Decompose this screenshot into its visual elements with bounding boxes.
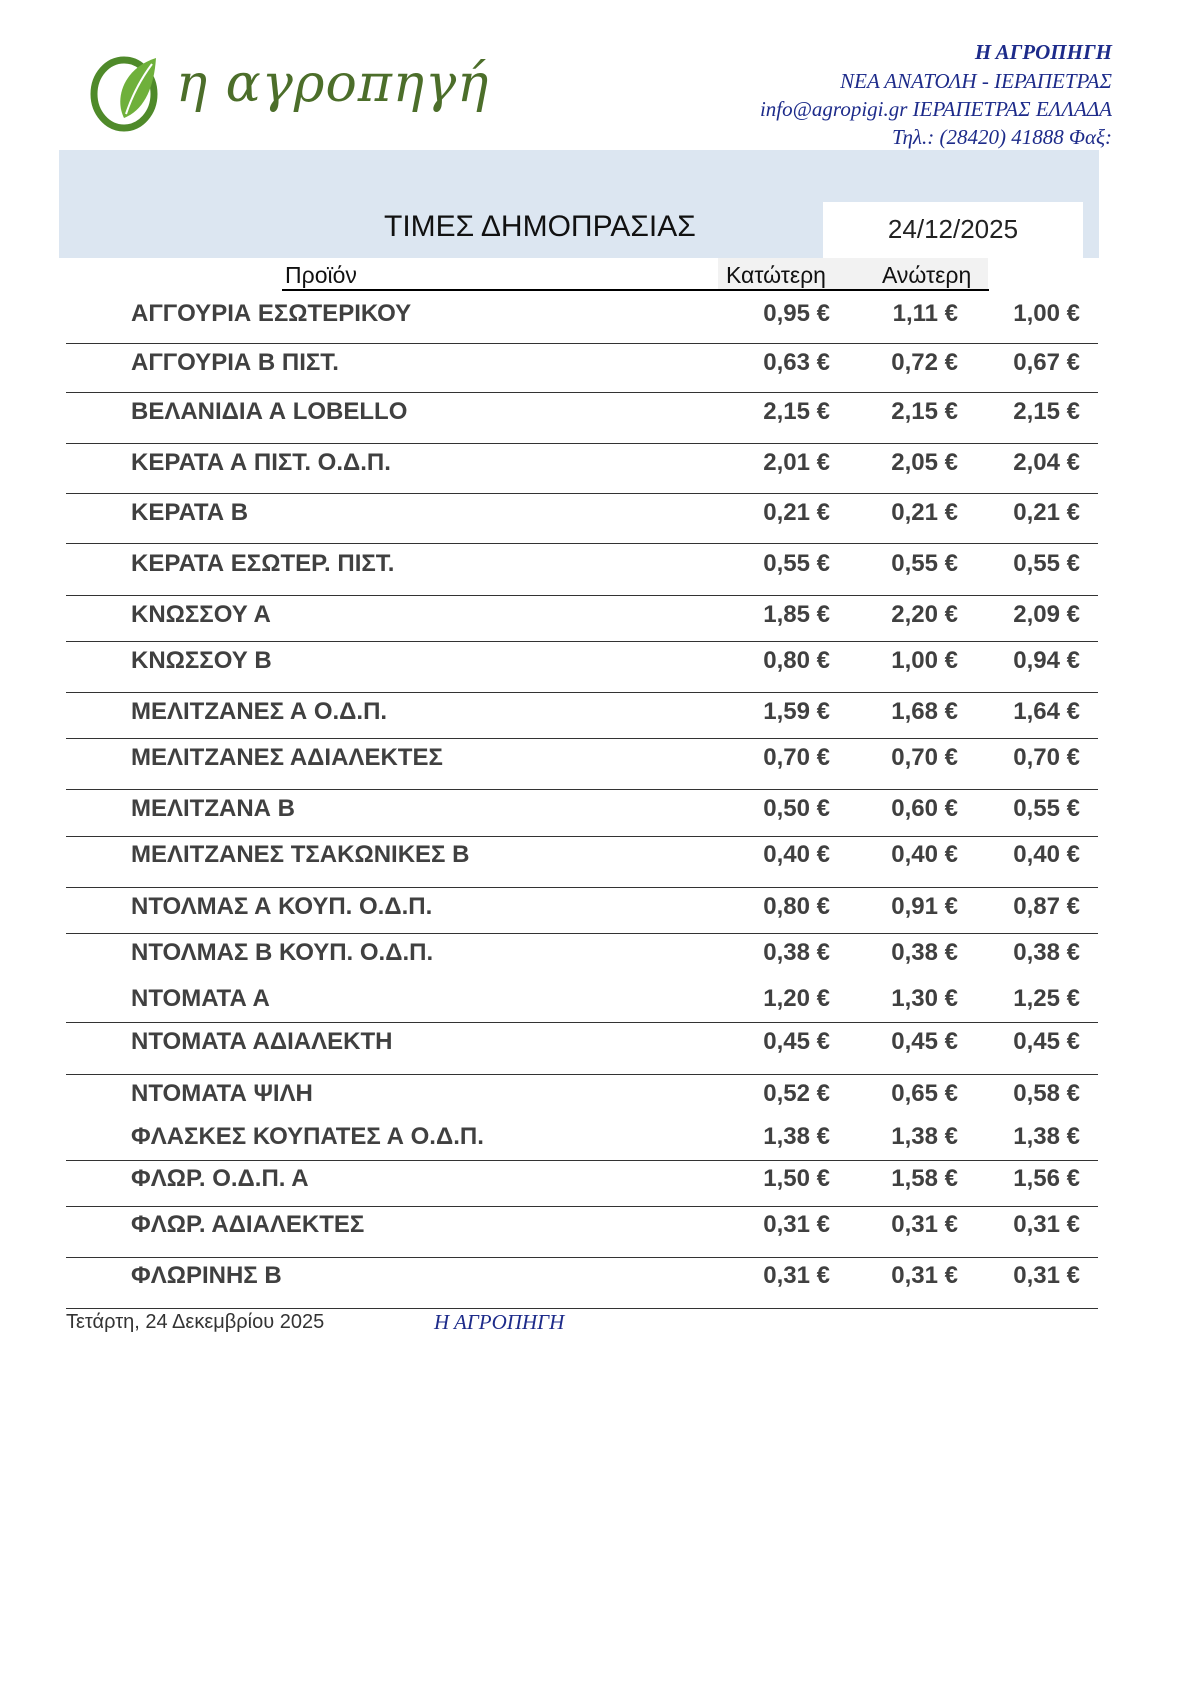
- product-name: ΚΕΡΑΤΑ Α ΠΙΣΤ. Ο.Δ.Π.: [131, 449, 391, 476]
- table-row: [0, 893, 1200, 927]
- price-high: 2,20 €: [891, 601, 958, 628]
- price-avg: 0,21 €: [1013, 499, 1080, 526]
- table-row: [0, 1028, 1200, 1062]
- row-separator: [66, 493, 1098, 494]
- price-high: 1,68 €: [891, 698, 958, 725]
- price-high: 1,00 €: [891, 647, 958, 674]
- product-name: ΚΝΩΣΣΟΥ Α: [131, 601, 271, 628]
- price-low: 0,63 €: [763, 349, 830, 376]
- row-separator: [66, 392, 1098, 393]
- product-name: ΝΤΟΜΑΤΑ ΨΙΛΗ: [131, 1080, 313, 1107]
- auction-date: 24/12/2025: [887, 214, 1019, 244]
- price-high: 2,15 €: [891, 398, 958, 425]
- price-avg: 2,09 €: [1013, 601, 1080, 628]
- header-product: Προϊόν: [285, 262, 357, 288]
- product-name: ΑΓΓΟΥΡΙΑ Β ΠΙΣΤ.: [131, 349, 339, 376]
- table-row: [0, 698, 1200, 732]
- price-high: 0,55 €: [891, 550, 958, 577]
- header-low: Κατώτερη: [726, 262, 826, 288]
- product-name: ΝΤΟΜΑΤΑ ΑΔΙΑΛΕΚΤΗ: [131, 1028, 393, 1055]
- product-name: ΝΤΟΛΜΑΣ Β ΚΟΥΠ. Ο.Δ.Π.: [131, 939, 434, 966]
- product-name: ΜΕΛΙΤΖΑΝΕΣ ΑΔΙΑΛΕΚΤΕΣ: [131, 744, 443, 771]
- price-low: 0,80 €: [763, 893, 830, 920]
- price-avg: 2,04 €: [1013, 449, 1080, 476]
- row-separator: [66, 443, 1098, 444]
- price-high: 0,91 €: [891, 893, 958, 920]
- price-high: 1,58 €: [891, 1165, 958, 1192]
- table-row: [0, 349, 1200, 383]
- price-avg: 0,94 €: [1013, 647, 1080, 674]
- row-separator: [66, 692, 1098, 693]
- row-separator: [66, 1074, 1098, 1075]
- price-low: 1,50 €: [763, 1165, 830, 1192]
- price-high: 0,31 €: [891, 1262, 958, 1289]
- price-avg: 0,55 €: [1013, 795, 1080, 822]
- price-low: 0,55 €: [763, 550, 830, 577]
- product-name: ΦΛΩΡΙΝΗΣ Β: [131, 1262, 282, 1289]
- price-high: 2,05 €: [891, 449, 958, 476]
- price-low: 0,95 €: [763, 300, 830, 327]
- price-low: 2,01 €: [763, 449, 830, 476]
- table-row: [0, 1262, 1200, 1296]
- price-low: 1,59 €: [763, 698, 830, 725]
- row-separator: [66, 738, 1098, 739]
- price-avg: 0,70 €: [1013, 744, 1080, 771]
- table-row: [0, 1165, 1200, 1199]
- row-separator: [66, 1308, 1098, 1309]
- price-high: 0,45 €: [891, 1028, 958, 1055]
- price-high: 0,38 €: [891, 939, 958, 966]
- price-high: 1,30 €: [891, 985, 958, 1012]
- logo-text: η αγροπηγή: [176, 54, 490, 114]
- company-email-line: info@agropigi.gr ΙΕΡΑΠΕΤΡΑΣ ΕΛΛΑΔΑ: [759, 97, 1112, 121]
- price-avg: 0,40 €: [1013, 841, 1080, 868]
- table-row: [0, 1080, 1200, 1114]
- row-separator: [66, 836, 1098, 837]
- product-name: ΚΝΩΣΣΟΥ Β: [131, 647, 272, 674]
- price-avg: 0,87 €: [1013, 893, 1080, 920]
- company-name: Η ΑΓΡΟΠΗΓΗ: [974, 40, 1112, 64]
- product-name: ΦΛΩΡ. ΑΔΙΑΛΕΚΤΕΣ: [131, 1211, 365, 1238]
- price-low: 0,38 €: [763, 939, 830, 966]
- price-high: 0,60 €: [891, 795, 958, 822]
- price-high: 0,70 €: [891, 744, 958, 771]
- price-avg: 0,31 €: [1013, 1211, 1080, 1238]
- price-low: 1,85 €: [763, 601, 830, 628]
- row-separator: [66, 595, 1098, 596]
- row-separator: [66, 641, 1098, 642]
- price-high: 1,11 €: [892, 300, 958, 327]
- price-avg: 1,00 €: [1013, 300, 1080, 327]
- price-avg: 0,55 €: [1013, 550, 1080, 577]
- product-name: ΜΕΛΙΤΖΑΝΑ Β: [131, 795, 295, 822]
- row-separator: [66, 1160, 1098, 1161]
- row-separator: [66, 343, 1098, 344]
- row-separator: [66, 789, 1098, 790]
- price-low: 0,80 €: [763, 647, 830, 674]
- table-row: [0, 939, 1200, 973]
- header-high: Ανώτερη: [882, 262, 972, 288]
- price-avg: 0,31 €: [1013, 1262, 1080, 1289]
- footer-company: Η ΑΓΡΟΠΗΓΗ: [434, 1310, 565, 1334]
- price-low: 0,21 €: [763, 499, 830, 526]
- price-low: 1,38 €: [763, 1123, 830, 1150]
- table-row: [0, 1211, 1200, 1245]
- price-high: 0,31 €: [891, 1211, 958, 1238]
- row-separator: [66, 543, 1098, 544]
- product-name: ΜΕΛΙΤΖΑΝΕΣ Α Ο.Δ.Π.: [131, 698, 388, 725]
- table-row: [0, 300, 1200, 334]
- table-row: [0, 398, 1200, 432]
- price-low: 0,31 €: [763, 1211, 830, 1238]
- table-row: [0, 985, 1200, 1019]
- table-row: [0, 744, 1200, 778]
- price-avg: 1,38 €: [1013, 1123, 1080, 1150]
- row-separator: [66, 1206, 1098, 1207]
- product-name: ΦΛΑΣΚΕΣ ΚΟΥΠΑΤΕΣ Α Ο.Δ.Π.: [131, 1123, 484, 1150]
- product-name: ΜΕΛΙΤΖΑΝΕΣ ΤΣΑΚΩΝΙΚΕΣ Β: [131, 841, 470, 868]
- price-low: 0,50 €: [763, 795, 830, 822]
- price-avg: 0,38 €: [1013, 939, 1080, 966]
- table-row: [0, 1123, 1200, 1157]
- price-high: 0,72 €: [891, 349, 958, 376]
- product-name: ΦΛΩΡ. Ο.Δ.Π. Α: [131, 1165, 309, 1192]
- price-avg: 0,58 €: [1013, 1080, 1080, 1107]
- product-name: ΑΓΓΟΥΡΙΑ ΕΣΩΤΕΡΙΚΟΥ: [131, 300, 412, 327]
- table-row: [0, 550, 1200, 584]
- row-separator: [66, 1257, 1098, 1258]
- price-low: 0,40 €: [763, 841, 830, 868]
- product-name: ΚΕΡΑΤΑ Β: [131, 499, 249, 526]
- table-row: [0, 795, 1200, 829]
- price-low: 0,52 €: [763, 1080, 830, 1107]
- product-name: ΚΕΡΑΤΑ ΕΣΩΤΕΡ. ΠΙΣΤ.: [131, 550, 395, 577]
- price-low: 0,45 €: [763, 1028, 830, 1055]
- product-name: ΝΤΟΛΜΑΣ Α ΚΟΥΠ. Ο.Δ.Π.: [131, 893, 433, 920]
- footer-date: Τετάρτη, 24 Δεκεμβρίου 2025: [66, 1311, 325, 1333]
- table-row: [0, 449, 1200, 483]
- price-avg: 1,25 €: [1013, 985, 1080, 1012]
- price-low: 2,15 €: [763, 398, 830, 425]
- table-row: [0, 601, 1200, 635]
- row-separator: [66, 887, 1098, 888]
- price-low: 0,31 €: [763, 1262, 830, 1289]
- table-row: [0, 841, 1200, 875]
- price-high: 0,21 €: [891, 499, 958, 526]
- price-high: 0,40 €: [891, 841, 958, 868]
- company-phone-line: Τηλ.: (28420) 41888 Φαξ:: [891, 125, 1112, 149]
- row-separator: [66, 1022, 1098, 1023]
- product-name: ΒΕΛΑΝΙΔΙΑ Α LOBELLO: [131, 398, 408, 425]
- company-address: ΝΕΑ ΑΝΑΤΟΛΗ - ΙΕΡΑΠΕΤΡΑΣ: [840, 69, 1112, 93]
- price-avg: 1,56 €: [1013, 1165, 1080, 1192]
- price-high: 0,65 €: [891, 1080, 958, 1107]
- page-title: ΤΙΜΕΣ ΔΗΜΟΠΡΑΣΙΑΣ: [384, 210, 696, 243]
- price-low: 0,70 €: [763, 744, 830, 771]
- price-avg: 0,45 €: [1013, 1028, 1080, 1055]
- table-row: [0, 499, 1200, 533]
- table-row: [0, 647, 1200, 681]
- row-separator: [66, 933, 1098, 934]
- price-avg: 0,67 €: [1013, 349, 1080, 376]
- price-high: 1,38 €: [891, 1123, 958, 1150]
- price-avg: 2,15 €: [1013, 398, 1080, 425]
- price-avg: 1,64 €: [1013, 698, 1080, 725]
- product-name: ΝΤΟΜΑΤΑ Α: [131, 985, 270, 1012]
- price-low: 1,20 €: [763, 985, 830, 1012]
